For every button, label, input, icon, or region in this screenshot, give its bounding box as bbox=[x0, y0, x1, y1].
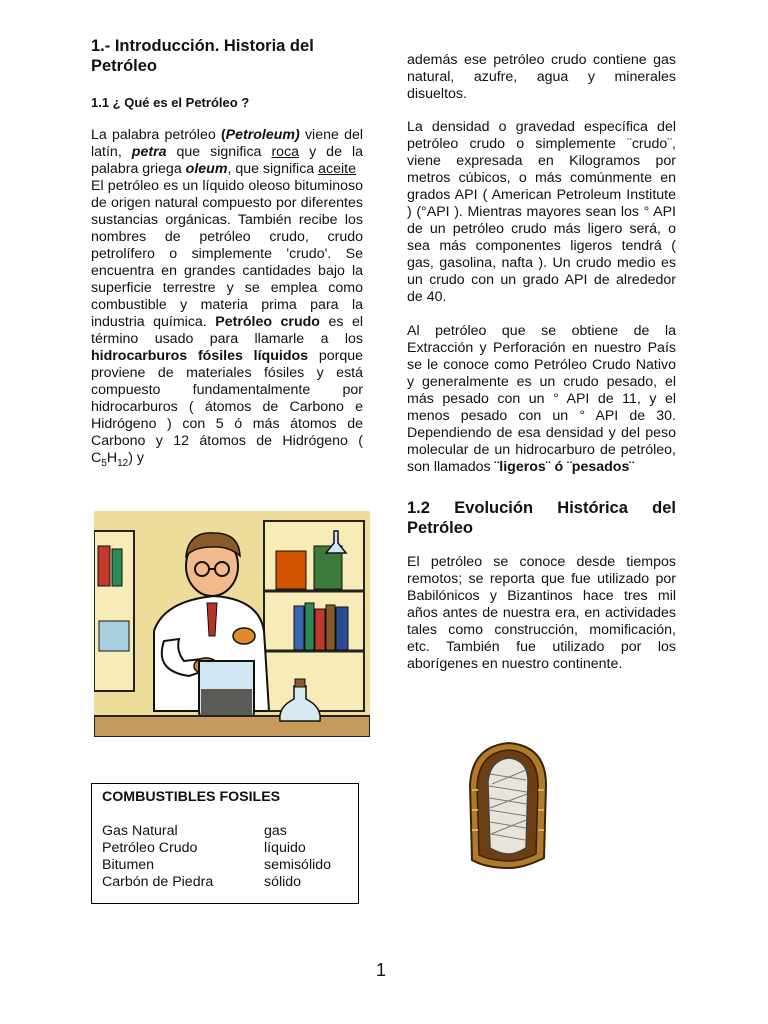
text-run: El petróleo es un líquido oleoso bituminoso de origen natural compuesto por diferentes sustancias orgánicas. También recibe los nombres de petróleo crudo, crudo petrolífero o simplemente 'crudo'. Se encuentra en grandes cantidades bajo la superficie terrestre y se emplea como combustible y materia prima para la industria química. bbox=[91, 178, 363, 330]
paragraph-definicion bbox=[91, 178, 363, 472]
text-run: ( bbox=[220, 127, 226, 143]
term-petroleum: Petroleum) bbox=[225, 127, 300, 143]
table-cell-name: Carbón de Piedra bbox=[102, 874, 214, 890]
term-hidrocarburos: hidrocarburos fósiles líquidos bbox=[91, 348, 309, 364]
text-run: Al petróleo que se obtiene de la Extracción y Perforación en nuestro País se le conoce como Petróleo Crudo Nativo y generalmente es un crudo pesado, el más pesado con un ° API de 11, y el menos pesado con un ° API de 30. Dependiendo de esa densidad y del peso molecular de un hidrocarburo de petróleo, son llamados bbox=[407, 323, 676, 475]
combustibles-fosiles-table bbox=[91, 783, 359, 904]
section-heading-evolucion: 1.2 Evolución Histórica del Petróleo bbox=[407, 499, 676, 537]
table-cell-name: Bitumen bbox=[102, 857, 155, 873]
table-cell-name: Gas Natural bbox=[102, 823, 178, 839]
text-run: y de la palabra griega bbox=[91, 144, 364, 177]
term-oleum: oleum bbox=[185, 161, 228, 177]
mummy-sarcophagus-illustration bbox=[464, 740, 554, 870]
table-cell-state: líquido bbox=[264, 840, 306, 856]
table-cell-state: gas bbox=[264, 823, 287, 839]
text-run: es el término usado para llamarle a los bbox=[91, 314, 363, 347]
text-run: porque proviene de materiales fósiles y está compuesto fundamentalmente por hidrocarburos ( átomos de Carbono e Hidrógeno ) con 5 ó más átomos de Carbono y 12 átomos de Hidrógeno ( C bbox=[91, 348, 363, 466]
paragraph-crudo-nativo bbox=[407, 323, 676, 476]
text-run: La palabra petróleo bbox=[91, 127, 221, 143]
text-run: H bbox=[106, 450, 118, 466]
text-run: que significa bbox=[166, 144, 272, 160]
term-ligeros-pesados: ¨ligeros¨ ó ¨pesados¨ bbox=[494, 459, 635, 475]
term-aceite: aceite bbox=[318, 161, 356, 177]
subsection-heading-que-es: 1.1 ¿ Qué es el Petróleo ? bbox=[91, 95, 250, 110]
table-cell-state: semisólido bbox=[264, 857, 332, 873]
term-petroleo-crudo: Petróleo crudo bbox=[215, 314, 320, 330]
text-run: viene del latín, bbox=[91, 127, 363, 160]
paragraph-etimologia bbox=[91, 127, 363, 178]
subscript: 12 bbox=[117, 457, 129, 469]
subscript: 5 bbox=[101, 457, 107, 469]
table-cell-state: sólido bbox=[264, 874, 302, 890]
paragraph-componentes: además ese petróleo crudo contiene gas natural, azufre, agua y minerales disueltos. bbox=[407, 52, 676, 102]
chemist-illustration bbox=[94, 511, 370, 737]
paragraph-historia: El petróleo se conoce desde tiempos remotos; se reporta que fue utilizado por Babilónicos y Bizantinos hace tres mil años antes de nuestra era, en actividades tales como construcción, momificación, etc. También fue utilizado por los aborígenes en nuestro continente. bbox=[407, 554, 676, 672]
text-run: , que significa bbox=[227, 161, 319, 177]
paragraph-densidad-api: La densidad o gravedad específica del petróleo crudo o simplemente ¨crudo¨, viene expresada en Kilogramos por metros cúbicos, o más comúnmente en grados API ( American Petroleum Institute ) (°API ). Mientras mayores sean los ° API de un petróleo crudo más ligero será, o sea más componentes ligeros tendrá ( gas, gasolina, nafta ). Un crudo medio es un crudo con un grado API de alrededor de 40. bbox=[407, 119, 676, 305]
term-roca: roca bbox=[271, 144, 300, 160]
text-run: ) y bbox=[128, 450, 144, 466]
left-column bbox=[91, 36, 363, 472]
table-cell-name: Petróleo Crudo bbox=[102, 840, 198, 856]
term-petra: petra bbox=[131, 144, 167, 160]
right-column bbox=[407, 52, 676, 673]
page-number: 1 bbox=[376, 960, 387, 980]
table-title: COMBUSTIBLES FOSILES bbox=[102, 789, 281, 805]
section-heading-introduccion: 1.- Introducción. Historia del Petróleo bbox=[91, 37, 314, 75]
